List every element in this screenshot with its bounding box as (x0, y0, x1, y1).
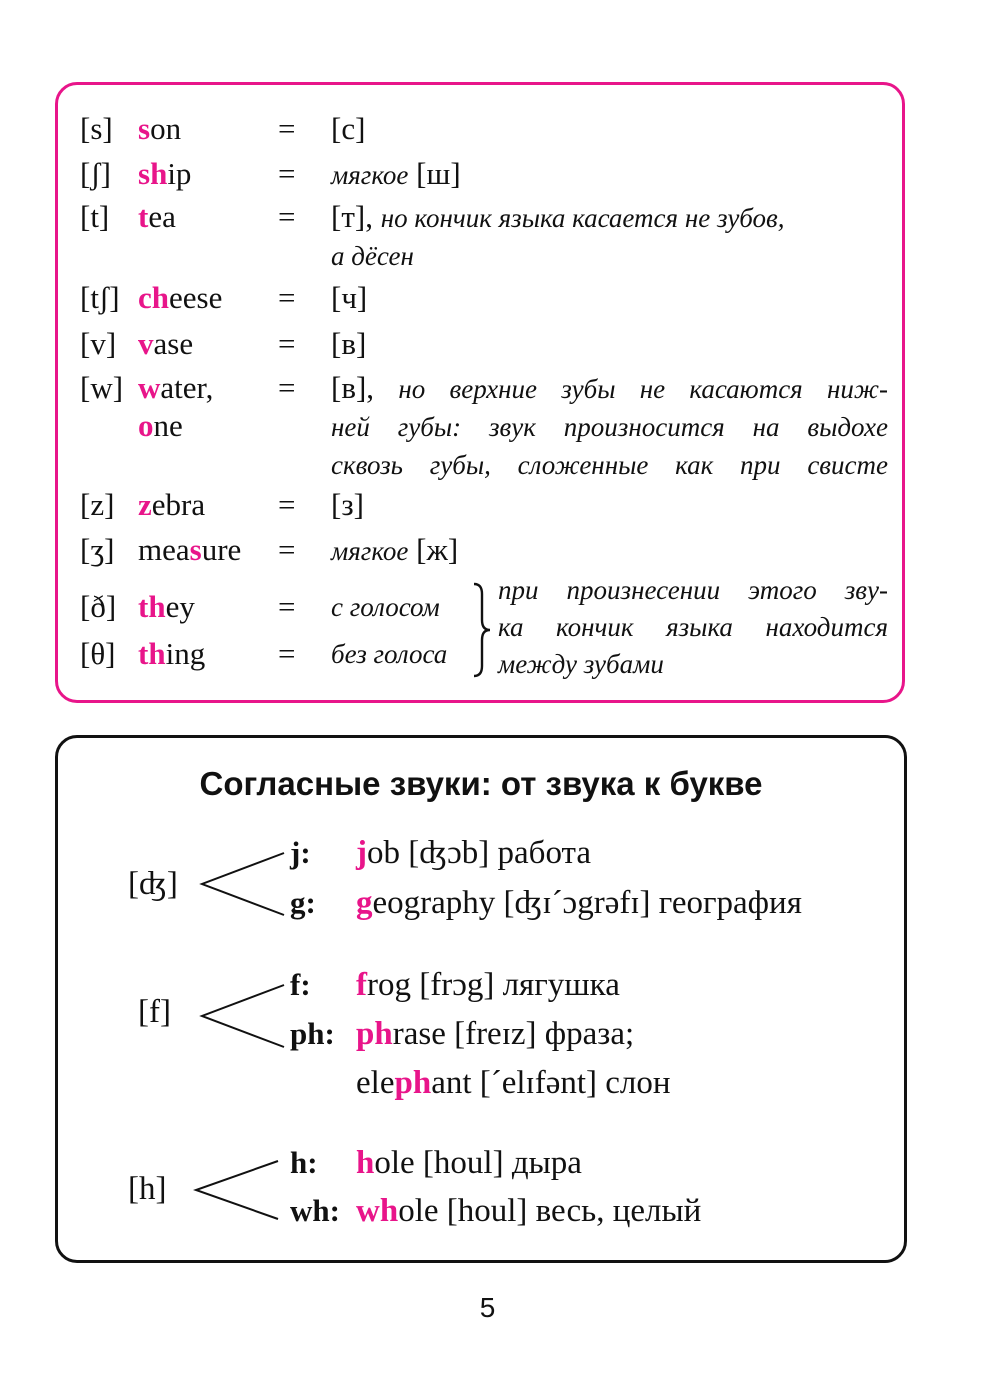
example-word: they (138, 589, 195, 624)
th-note: при произнесении этого зву- ка кончик языка находится между зубами (498, 575, 888, 679)
branch-lines-icon (192, 1157, 282, 1223)
example-line: geography [ʤɪˊɔgrəfɪ] география (356, 885, 802, 921)
equals-sign: = (278, 199, 296, 234)
letter-label: f: (290, 967, 311, 1002)
equals-sign: = (278, 487, 296, 522)
russian-equivalent: [с] (331, 111, 366, 146)
example-word: water, one (138, 370, 214, 443)
ipa-symbol: [t] (80, 199, 110, 234)
example-line: hole [houl] дыра (356, 1145, 582, 1181)
group-sound: [h] (128, 1171, 167, 1207)
ipa-symbol: [tʃ] (80, 280, 120, 315)
equals-sign: = (278, 326, 296, 361)
letter-label: ph: (290, 1016, 335, 1051)
example-word: thing (138, 636, 206, 671)
example-word: son (138, 111, 182, 146)
ipa-symbol: [ʒ] (80, 532, 115, 567)
example-line: job [ʤɔb] работа (356, 835, 591, 871)
sound-group-h (58, 1143, 910, 1243)
example-word: zebra (138, 487, 206, 522)
ipa-symbol: [ð] (80, 589, 117, 624)
letter-label: h: (290, 1145, 318, 1180)
ipa-symbol: [s] (80, 111, 113, 146)
pronunciation-box (55, 82, 905, 703)
equals-sign: = (278, 532, 296, 567)
russian-equivalent: [в], но верхние зубы не касаются ниж- ней губы: звук произносится на выдохе сквозь губы, сложенные как при свисте (331, 370, 889, 480)
sound-group-dzh (58, 831, 910, 941)
example-line: phrase [freɪz] фраза; (356, 1016, 635, 1052)
sound-group-f (58, 965, 910, 1105)
letter-label: j: (290, 835, 311, 870)
letter-label: g: (290, 885, 316, 920)
section-title: Согласные звуки: от звука к букве (199, 765, 763, 802)
th-sounds-group (58, 575, 908, 680)
example-word: ship (138, 156, 192, 191)
page-number: 5 (479, 1292, 496, 1323)
russian-equivalent: [в] (331, 326, 367, 361)
example-word: measure (138, 532, 242, 567)
ipa-symbol: [z] (80, 487, 115, 522)
equals-sign: = (278, 589, 296, 624)
equals-sign: = (278, 636, 296, 671)
letter-label: wh: (290, 1193, 340, 1228)
equals-sign: = (278, 370, 296, 405)
example-word: cheese (138, 280, 223, 315)
group-sound: [f] (138, 994, 171, 1030)
example-word: tea (138, 199, 176, 234)
example-line: whole [houl] весь, целый (356, 1193, 702, 1229)
russian-equivalent: [т], но кончик языка касается не зубов, а дёсен (331, 199, 785, 271)
example-line: elephant [ˊelɪfənt] слон (356, 1065, 671, 1101)
equals-sign: = (278, 156, 296, 191)
voiceless-label: без голоса (331, 639, 448, 669)
russian-equivalent: [ч] (331, 280, 368, 315)
ipa-symbol: [ʃ] (80, 156, 111, 191)
voiced-label: с голосом (331, 592, 440, 622)
russian-equivalent: мягкое [ж] (331, 532, 459, 567)
example-line: frog [frɔg] лягушка (356, 967, 620, 1003)
ipa-symbol: [w] (80, 370, 124, 405)
example-word: vase (138, 326, 194, 361)
group-sound: [ʤ] (128, 866, 178, 902)
russian-equivalent: мягкое [ш] (331, 156, 461, 191)
curly-brace-icon (470, 580, 496, 680)
equals-sign: = (278, 280, 296, 315)
equals-sign: = (278, 111, 296, 146)
sound-to-letter-box (55, 735, 907, 1263)
branch-lines-icon (198, 981, 288, 1051)
ipa-symbol: [θ] (80, 636, 116, 671)
russian-equivalent: [з] (331, 487, 364, 522)
branch-lines-icon (198, 849, 288, 919)
ipa-symbol: [v] (80, 326, 117, 361)
